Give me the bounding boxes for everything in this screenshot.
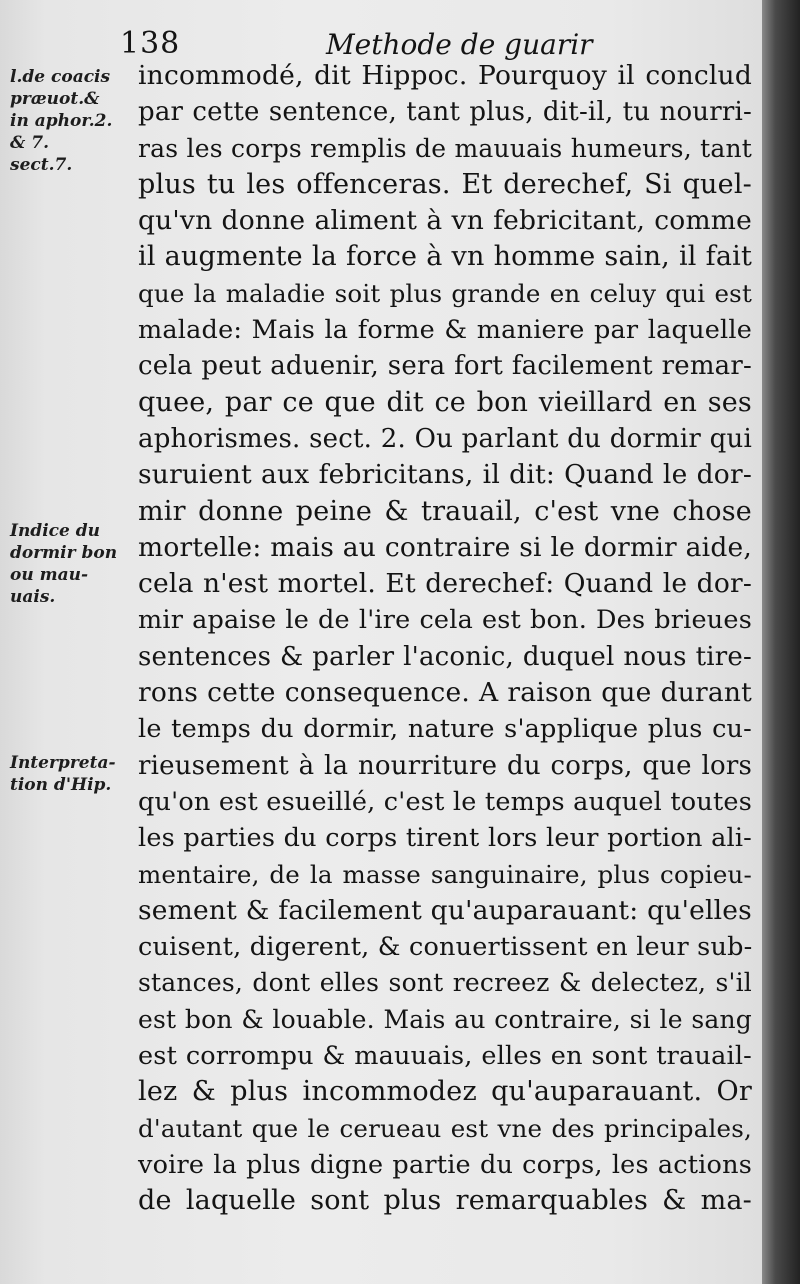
text-line: lez & plus incommodez qu'auparauant. Or bbox=[138, 1076, 752, 1108]
text-line: qu'vn donne aliment à vn febricitant, comme bbox=[138, 205, 752, 237]
margin-note-line: ou mau- bbox=[10, 565, 89, 585]
text-line: plus tu les offenceras. Et derechef, Si quel- bbox=[138, 168, 752, 200]
text-line: mir apaise le de l'ire cela est bon. Des brieues bbox=[138, 605, 752, 636]
book-gutter-shadow bbox=[762, 0, 800, 1284]
text-line: par cette sentence, tant plus, dit-il, tu nourri- bbox=[138, 97, 752, 128]
margin-note-sleep-indicator bbox=[10, 520, 136, 608]
text-line: stances, dont elles sont recreez & delectez, s'il bbox=[138, 968, 752, 998]
text-line: cela peut aduenir, sera fort facilement remar- bbox=[138, 351, 752, 382]
margin-note-source-citation bbox=[10, 66, 136, 176]
text-line: il augmente la force à vn homme sain, il fait bbox=[138, 241, 752, 273]
text-line: le temps du dormir, nature s'applique plus cu- bbox=[138, 714, 752, 745]
text-line: rieusement à la nourriture du corps, que lors bbox=[138, 750, 752, 781]
body-text bbox=[138, 58, 752, 1220]
margin-note-line: l.de coacis bbox=[10, 67, 111, 87]
text-line: mir donne peine & trauail, c'est vne chose bbox=[138, 495, 752, 527]
text-line: de laquelle sont plus remarquables & ma- bbox=[138, 1185, 752, 1217]
text-line: voire la plus digne partie du corps, les actions bbox=[138, 1149, 752, 1180]
text-line: que la maladie soit plus grande en celuy qui est bbox=[138, 278, 752, 308]
text-line: mortelle: mais au contraire si le dormir aide, bbox=[138, 531, 752, 563]
text-line: cuisent, digerent, & conuertissent en leur sub- bbox=[138, 932, 753, 963]
text-line: rons cette consequence. A raison que durant bbox=[138, 677, 752, 709]
text-line: incommodé, dit Hippoc. Pourquoy il conclud bbox=[138, 60, 752, 91]
text-line: mentaire, de la masse sanguinaire, plus copieu- bbox=[138, 859, 752, 889]
text-line: d'autant que le cerueau est vne des principales, bbox=[138, 1113, 752, 1143]
text-line: ras les corps remplis de mauuais humeurs, tant bbox=[138, 133, 752, 163]
margin-note-line: sect.7. bbox=[10, 155, 73, 175]
margin-note-line: præuot.& bbox=[10, 89, 100, 109]
margin-note-line: uais. bbox=[10, 587, 56, 607]
text-line: qu'on est esueillé, c'est le temps auquel toutes bbox=[138, 786, 752, 817]
margin-note-line: tion d'Hip. bbox=[10, 775, 112, 795]
margin-note-line: dormir bon bbox=[10, 543, 118, 563]
margin-note-line: Indice du bbox=[10, 521, 100, 541]
text-line: sement & facilement qu'auparauant: qu'elles bbox=[138, 894, 752, 926]
margin-note-line: & 7. bbox=[10, 133, 50, 153]
margin-notes bbox=[10, 0, 136, 1284]
text-line: est bon & louable. Mais au contraire, si le sang bbox=[138, 1004, 752, 1034]
text-line: est corrompu & mauuais, elles en sont trauail- bbox=[138, 1041, 752, 1072]
text-line: aphorismes. sect. 2. Ou parlant du dormir qui bbox=[138, 423, 752, 454]
running-title: Methode de guarir bbox=[326, 28, 593, 61]
text-line: suruient aux febricitans, il dit: Quand le dor- bbox=[138, 459, 752, 491]
margin-note-line: Interpreta- bbox=[10, 753, 116, 773]
text-line: quee, par ce que dit ce bon vieillard en ses bbox=[138, 386, 752, 418]
page-number: 138 bbox=[120, 26, 181, 61]
text-line: malade: Mais la forme & maniere par laquelle bbox=[138, 315, 752, 346]
text-line: sentences & parler l'aconic, duquel nous tire- bbox=[138, 641, 752, 672]
margin-note-line: in aphor.2. bbox=[10, 111, 113, 131]
text-line: les parties du corps tirent lors leur portion ali- bbox=[138, 823, 752, 854]
text-line: cela n'est mortel. Et derechef: Quand le dor- bbox=[138, 568, 752, 600]
margin-note-interpretation bbox=[10, 752, 136, 796]
